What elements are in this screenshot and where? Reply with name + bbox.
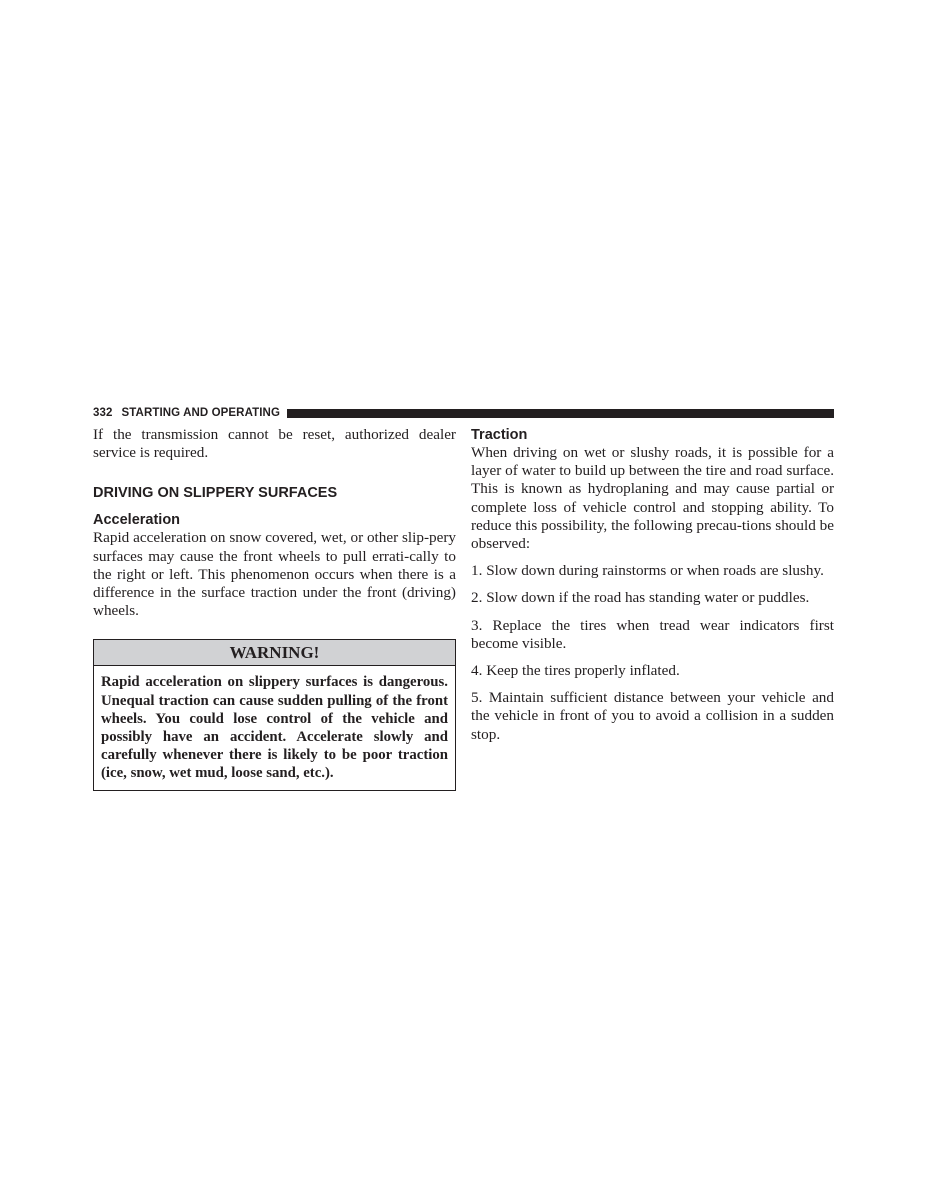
list-item: 2. Slow down if the road has standing water or puddles.: [471, 589, 810, 607]
list-item: 4. Keep the tires properly inflated.: [471, 662, 680, 680]
warning-title: WARNING!: [94, 640, 455, 666]
acceleration-heading: Acceleration: [93, 512, 181, 529]
list-item: 5. Maintain sufficient distance between your vehicle and the vehicle in front of you to avoid a collision in a sudden stop.: [471, 689, 834, 743]
section-heading: DRIVING ON SLIPPERY SURFACES: [93, 485, 338, 502]
page-number: 332: [93, 407, 113, 419]
right-column: [471, 426, 834, 744]
left-column: [93, 426, 456, 791]
intro-paragraph: If the transmission cannot be reset, authorized dealer service is required.: [93, 426, 456, 462]
list-item: 3. Replace the tires when tread wear indicators first become visible.: [471, 616, 834, 652]
running-section-title: STARTING AND OPERATING: [121, 407, 281, 419]
warning-body: Rapid acceleration on slippery surfaces is dangerous. Unequal traction can cause sudden pulling of the front wheels. You could lose control of the vehicle and possibly have an accident. Accelerate slowly and carefully whenever there is likely to be poor traction (ice, snow, wet mud, loose sand, etc.).: [101, 674, 448, 782]
page-header: [93, 406, 834, 420]
acceleration-paragraph: Rapid acceleration on snow covered, wet, or other slip-pery surfaces may cause the front wheels to pull errati-cally to the right or left. This phenomenon occurs when there is a difference in the surface traction under the front (driving) wheels.: [93, 529, 456, 620]
header-rule: [287, 409, 834, 418]
traction-paragraph: When driving on wet or slushy roads, it is possible for a layer of water to build up between the tire and road surface. This is known as hydroplaning and may cause partial or complete loss of vehicle control and stopping ability. To reduce this possibility, the following precau-tions should be observed:: [471, 444, 834, 553]
list-item: 1. Slow down during rainstorms or when roads are slushy.: [471, 562, 824, 580]
warning-box: [93, 639, 456, 790]
traction-heading: Traction: [471, 427, 528, 443]
